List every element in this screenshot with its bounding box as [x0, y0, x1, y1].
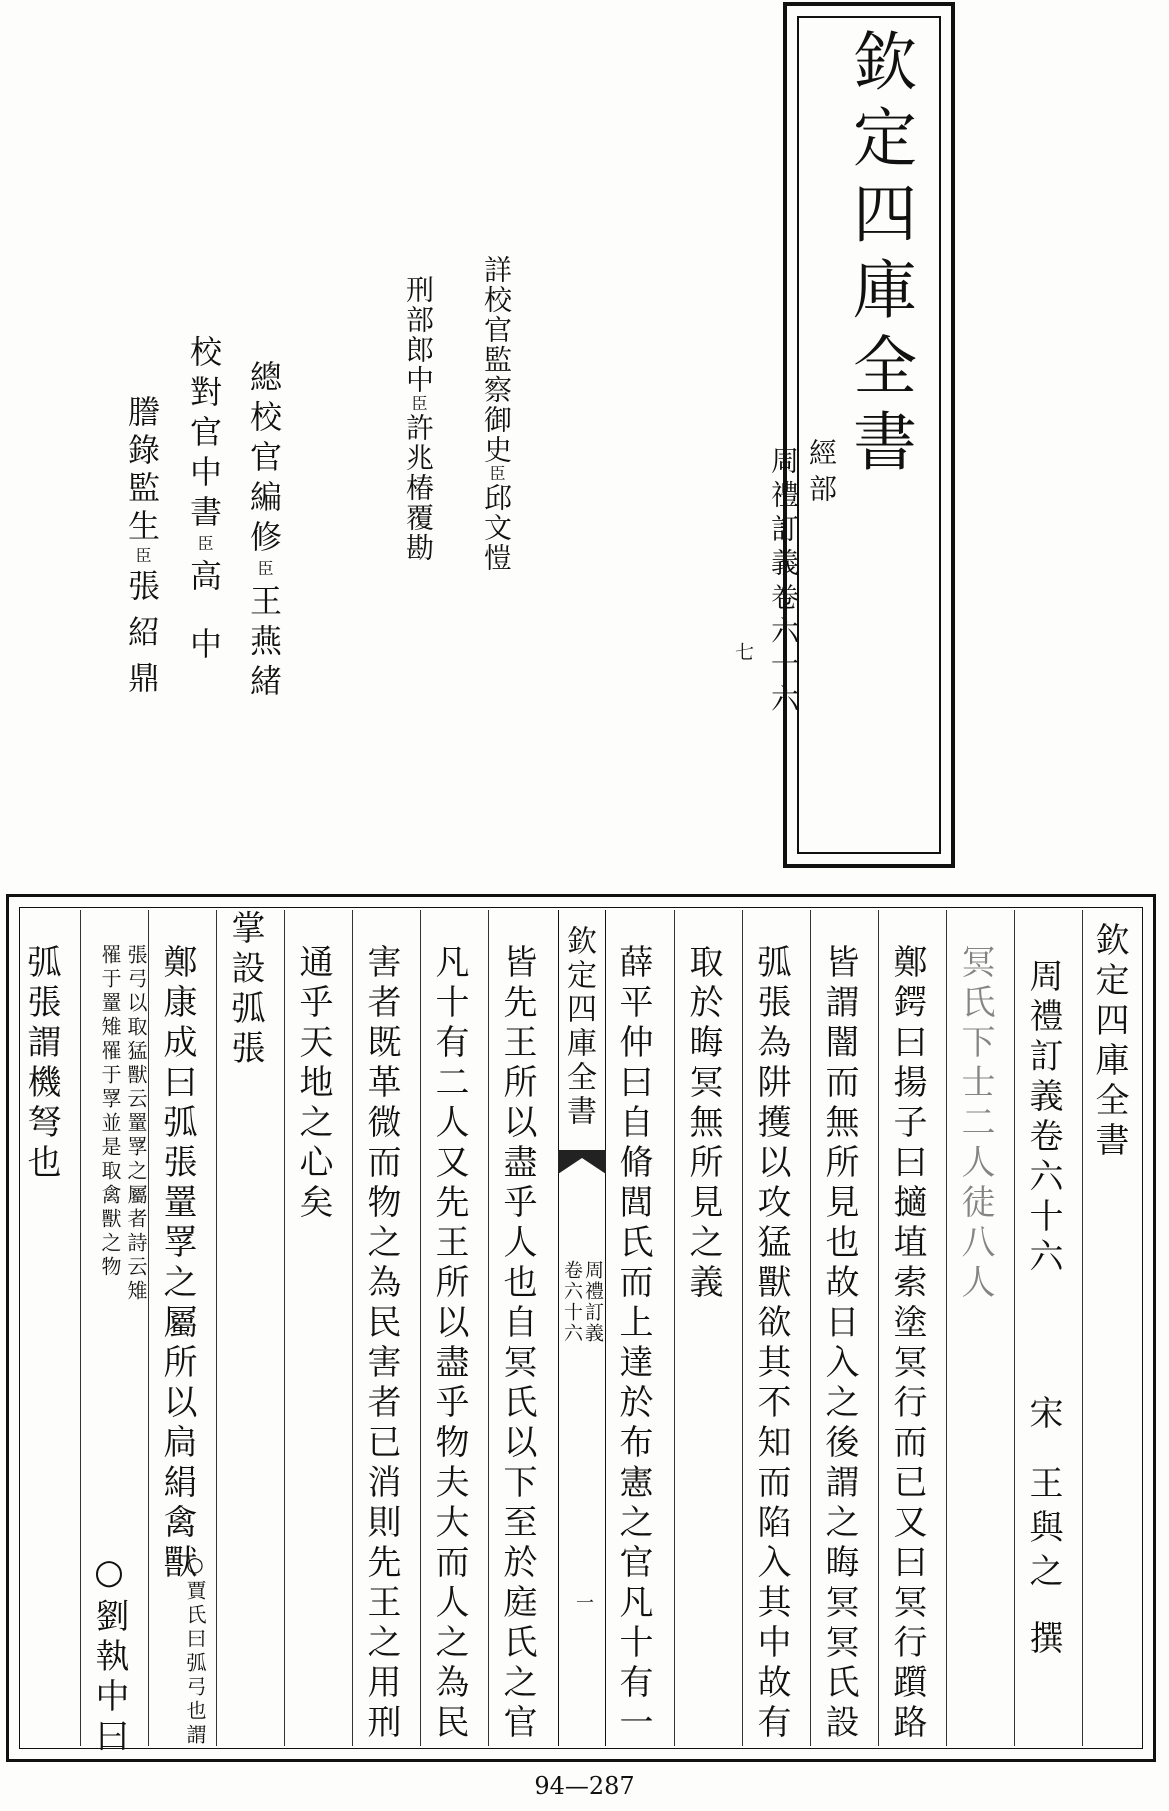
reviewer-title: 刑部郎中: [402, 275, 435, 395]
column-rule: [946, 910, 947, 1746]
detail-checker-chen: 臣: [487, 465, 506, 483]
copyist-line: [123, 395, 161, 707]
collator-line: [185, 335, 223, 695]
text-column-11: 掌設弧張: [225, 910, 265, 1070]
column-rule: [674, 910, 675, 1746]
text-column-6: 薛平仲曰自脩閭氏而上達於布憲之官凡十有一: [613, 944, 653, 1744]
copyist-title: 謄錄監生: [123, 395, 161, 547]
text-column-14: 弧張謂機弩也: [21, 944, 61, 1184]
note-jia-1a: ○賈氏曰弧弓也謂: [183, 1552, 207, 1748]
column-rule: [148, 910, 149, 1746]
fold-volume: 卷六十六: [561, 1260, 583, 1344]
collator-title: 校對官中書: [185, 335, 223, 535]
note-jia-2: 張弓以取猛獸云罿罦之屬者詩云雉: [124, 944, 148, 1304]
chief-editor-chen: 臣: [255, 560, 274, 584]
column-rule: [878, 910, 879, 1746]
detail-checker-name: 邱文愷: [480, 483, 513, 573]
author-role: 撰: [1023, 1620, 1063, 1660]
column-rule: [488, 910, 489, 1746]
reviewer-line: [402, 275, 435, 563]
copyist-name: 張紹鼎: [123, 569, 161, 707]
text-column-10: 通乎天地之心矣: [293, 944, 333, 1224]
page-number: 94—287: [534, 1772, 635, 1800]
text-column-13: 劉執中曰: [89, 1598, 129, 1758]
title-slip: [732, 2, 955, 868]
slip-book-title: 周禮訂義卷六十六: [767, 446, 800, 718]
fold-book-title: 周禮訂義: [582, 1260, 604, 1344]
column-rule: [352, 910, 353, 1746]
detail-checker-line: [480, 255, 513, 573]
copyist-chen: 臣: [133, 547, 152, 569]
author-dynasty: 宋: [1023, 1395, 1063, 1435]
column-rule: [420, 910, 421, 1746]
column-rule: [810, 910, 811, 1746]
fold-title: 欽定四庫全書: [561, 925, 596, 1129]
text-column-5: 取於晦冥無所見之義: [683, 944, 723, 1304]
reviewer-name: 許兆椿覆勘: [402, 413, 435, 563]
chief-editor-line: [245, 360, 283, 704]
collator-name: 高中: [185, 559, 223, 695]
text-column-1: 冥氏下士二人徒八人: [955, 944, 995, 1304]
column-rule: [1082, 910, 1083, 1746]
page-header: 欽定四庫全書: [1089, 922, 1129, 1162]
text-column-4: 弧張為阱擭以攻猛獸欲其不知而陷入其中故有: [751, 944, 791, 1744]
fold-page-number: 一: [573, 1593, 594, 1611]
text-column-12: 鄭康成曰弧張罿罦之屬所以扃絹禽獸: [157, 944, 197, 1584]
book-title: 周禮訂義卷六十六: [1023, 958, 1063, 1278]
detail-checker-title: 詳校官監察御史: [480, 255, 513, 465]
column-rule: [1014, 910, 1015, 1746]
text-column-3: 皆謂闇而無所見也故日入之後謂之晦冥冥氏設: [819, 944, 859, 1744]
fish-tail-ornament-icon: [558, 1150, 606, 1174]
column-rule: [216, 910, 217, 1746]
text-column-7: 皆先王所以盡乎人也自冥氏以下至於庭氏之官: [497, 944, 537, 1744]
column-rule: [284, 910, 285, 1746]
column-rule: [80, 910, 81, 1746]
note-jia-3: 罹于罿雉罹于罦並是取禽獸之物: [98, 944, 122, 1280]
reviewer-chen: 臣: [409, 395, 428, 413]
note-circle: ○: [89, 1552, 129, 1598]
text-column-9: 害者既革微而物之為民害者已消則先王之用刑: [361, 944, 401, 1744]
chief-editor-name: 王燕緒: [245, 584, 283, 704]
text-column-2: 鄭鍔曰揚子曰擿埴索塗冥行而已又曰冥行躓路: [887, 944, 927, 1744]
author-name: 王與之: [1023, 1465, 1063, 1597]
column-rule: [742, 910, 743, 1746]
slip-volume-note: 七: [732, 642, 754, 661]
slip-main-title: 欽定四庫全書: [842, 28, 916, 484]
collator-chen: 臣: [195, 535, 214, 559]
slip-section: 經部: [805, 438, 838, 510]
chief-editor-title: 總校官編修: [245, 360, 283, 560]
text-column-8: 凡十有二人又先王所以盡乎物夫大而人之為民: [429, 944, 469, 1744]
